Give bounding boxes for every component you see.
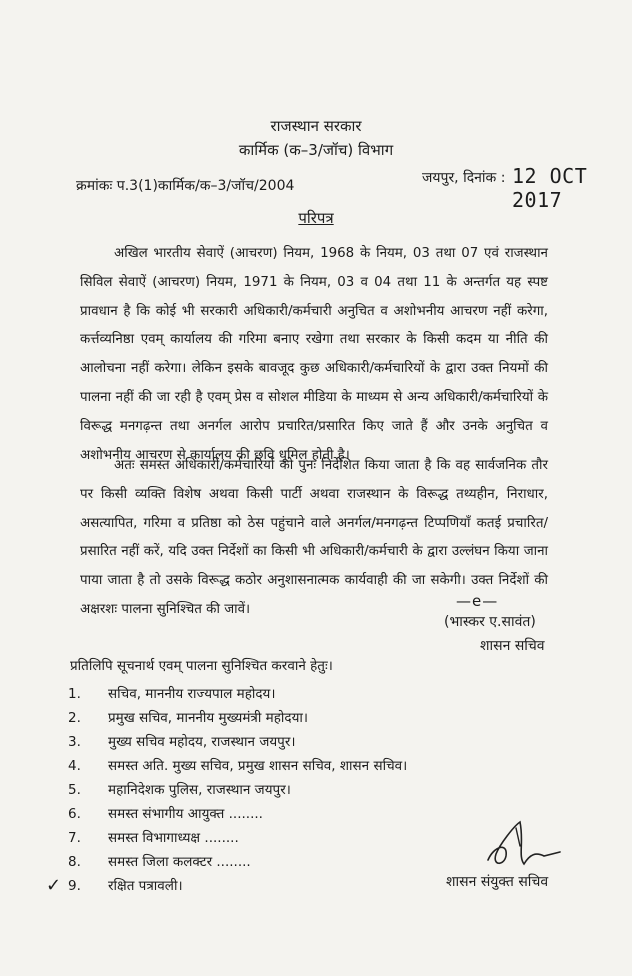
date-stamp: 12 OCT 2017 — [512, 164, 588, 212]
copy-intro: प्रतिलिपि सूचनार्थ एवम् पालना सुनिश्चित करवाने हेतुः। — [70, 658, 333, 674]
list-number: 7. — [68, 830, 81, 846]
list-item — [68, 802, 407, 826]
list-item — [68, 730, 407, 754]
signature-mark: —e— — [456, 592, 499, 610]
list-item — [68, 682, 407, 706]
list-text: समस्त विभागाध्यक्ष ........ — [108, 830, 239, 846]
list-number: 5. — [68, 782, 81, 798]
department-heading: कार्मिक (क–3/जॉच) विभाग — [238, 141, 394, 159]
list-number: 4. — [68, 758, 81, 774]
list-text: समस्त अति. मुख्य सचिव, प्रमुख शासन सचिव, शासन सचिव। — [108, 758, 408, 774]
list-number: 6. — [68, 806, 81, 822]
list-number: 1. — [68, 686, 81, 702]
list-text: महानिदेशक पुलिस, राजस्थान जयपुर। — [108, 782, 291, 798]
list-number: 3. — [68, 734, 81, 750]
paragraph-1: अखिल भारतीय सेवाऐं (आचरण) नियम, 1968 के नियम, 03 तथा 07 एवं राजस्थान सिविल सेवाऐं (आचरण) नियम, 1971 के नियम, 03 व 04 तथा 11 के अन्तर्गत यह स्पष्ट प्रावधान है कि कोई भी सरकारी अधिकारी/कर्मचारी अनुचित व अशोभनीय आचरण नहीं करेगा, कर्त्तव्यनिष्ठा एवम् कार्यालय की गरिमा बनाए रखेगा तथा सरकार के किसी कदम या नीति की आलोचना नहीं करेगा। लेकिन इसके बावजूद कुछ अधिकारी/कर्मचारियों के द्वारा उक्त नियमों की पालना नहीं की जा रही है एवम् प्रेस व सोशल मीडिया के माध्यम से अन्य अधिकारी/कर्मचारियों के विरूद्ध मनगढ़न्त तथा अनर्गल आरोप प्रचारित/प्रसारित किए जाते हैं और उनके अनुचित व अशोभनीय आचरण से कार्यालय की छवि धूमिल होती है। — [80, 246, 548, 463]
paragraph-2: अतः समस्त अधिकारी/कर्मचारियों को पुनः निर्देशित किया जाता है कि वह सार्वजनिक तौर पर किसी व्यक्ति विशेष अथवा किसी पार्टी अथवा राजस्थान के विरूद्ध तथ्यहीन, निराधार, असत्यापित, गरिमा व प्रतिष्ठा को ठेस पहुंचाने वाले अनर्गल/मनगढ़न्त टिप्पणियाँ कतई प्रचारित/प्रसारित नहीं करें, यदि उक्त निर्देशों का किसी भी अधिकारी/कर्मचारी के द्वारा उल्लंघन किया जाना पाया जाता है तो उसके विरूद्ध कठोर अनुशासनात्मक कार्यवाही की जा सकेगी। उक्त निर्देशों की अक्षरशः पालना सुनिश्चित की जावें। — [80, 458, 548, 617]
list-item — [68, 706, 407, 730]
list-item — [68, 754, 407, 778]
list-item — [68, 850, 407, 874]
government-heading: राजस्थान सरकार — [270, 117, 362, 135]
signatory-title: शासन सचिव — [480, 638, 545, 654]
handwritten-signature-icon — [480, 816, 570, 872]
list-number: 8. — [68, 854, 81, 870]
place-date-label: जयपुर, दिनांक : — [422, 170, 506, 186]
list-item — [68, 778, 407, 802]
list-text: समस्त संभागीय आयुक्त ........ — [108, 806, 263, 822]
list-number: 2. — [68, 710, 81, 726]
list-text: प्रमुख सचिव, माननीय मुख्यमंत्री महोदया। — [108, 710, 309, 726]
list-text: रक्षित पत्रावली। — [108, 878, 183, 894]
document-title: परिपत्र — [298, 209, 334, 227]
reference-number: क्रमांकः प.3(1)कार्मिक/क–3/जॉच/2004 — [76, 178, 295, 194]
check-mark-icon: ✓ — [46, 875, 62, 896]
copy-list — [46, 682, 408, 898]
list-item — [46, 874, 407, 898]
signatory-name: (भास्कर ए.सावंत) — [444, 614, 536, 630]
list-text: समस्त जिला कलक्टर ........ — [108, 854, 251, 870]
list-number: 9. — [68, 878, 81, 894]
list-text: मुख्य सचिव महोदय, राजस्थान जयपुर। — [108, 734, 296, 750]
list-item — [68, 826, 407, 850]
joint-signatory-title: शासन संयुक्त सचिव — [446, 874, 549, 890]
list-text: सचिव, माननीय राज्यपाल महोदय। — [108, 686, 276, 702]
